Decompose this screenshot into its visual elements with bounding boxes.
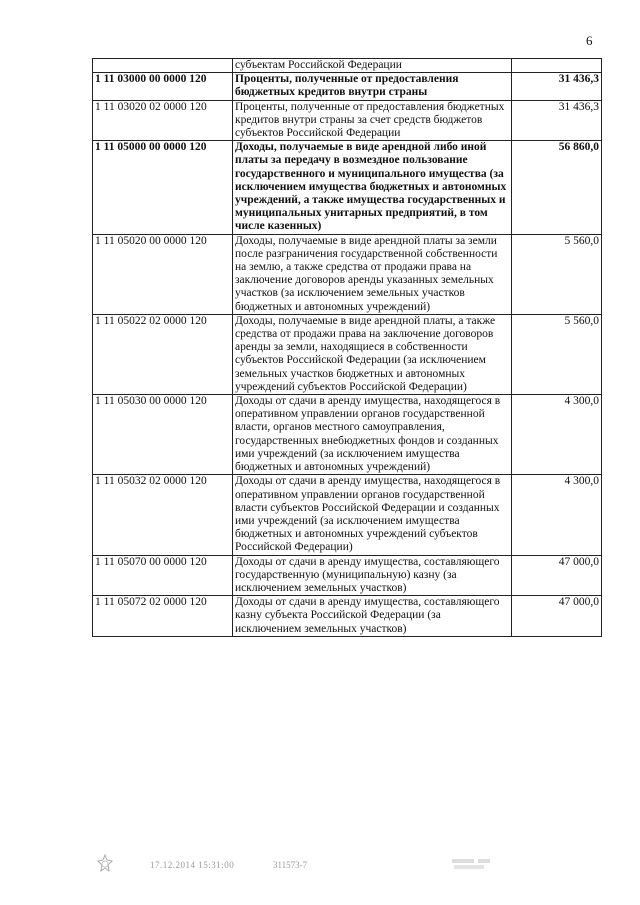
- row-name: Доходы от сдачи в аренду имущества, находящегося в оперативном управлении органов государственной власти, органов местного самоуправления, государственных внебюджетных фондов и созданных ими учреждений (за исключением имущества бюджетных и автономных учреждений): [233, 395, 512, 475]
- row-code: 1 11 05032 02 0000 120: [93, 475, 233, 555]
- table-row: [93, 475, 602, 555]
- row-code: [93, 59, 233, 73]
- footer-timestamp: 17.12.2014 15:31:00: [150, 860, 235, 870]
- row-amount: 4 300,0: [512, 475, 602, 555]
- row-code: 1 11 03020 02 0000 120: [93, 100, 233, 141]
- row-name: Доходы от сдачи в аренду имущества, находящегося в оперативном управлении органов государственной власти субъектов Российской Федерации и созданных ими учреждений (за исключением имущества бюджетных и автономных учреждений субъектов Российской Федерации): [233, 475, 512, 555]
- row-name: Доходы, получаемые в виде арендной либо иной платы за передачу в возмездное пользование государственного и муниципального имущества (за исключением имущества бюджетных и автономных учреждений, а также имущества государственных и муниципальных унитарных предприятий, в том числе казенных): [233, 141, 512, 234]
- row-amount: [512, 59, 602, 73]
- row-amount: 31 436,3: [512, 73, 602, 100]
- row-amount: 56 860,0: [512, 141, 602, 234]
- row-name: субъектам Российской Федерации: [233, 59, 512, 73]
- table-row: [93, 141, 602, 234]
- table-row: [93, 314, 602, 394]
- row-amount: 4 300,0: [512, 395, 602, 475]
- row-name: Доходы, получаемые в виде арендной платы за земли после разграничения государственной собственности на землю, а также средства от продажи права на заключение договоров аренды указанных земельных участков (за исключением земельных участков бюджетных и автономных учреждений): [233, 234, 512, 314]
- table-row: [93, 596, 602, 637]
- row-code: 1 11 03000 00 0000 120: [93, 73, 233, 100]
- row-code: 1 11 05070 00 0000 120: [93, 555, 233, 596]
- table-row: [93, 395, 602, 475]
- table-row: [93, 555, 602, 596]
- row-code: 1 11 05020 00 0000 120: [93, 234, 233, 314]
- row-code: 1 11 05030 00 0000 120: [93, 395, 233, 475]
- row-code: 1 11 05072 02 0000 120: [93, 596, 233, 637]
- table-row: [93, 100, 602, 141]
- seal-icon: [95, 854, 115, 874]
- row-code: 1 11 05000 00 0000 120: [93, 141, 233, 234]
- row-amount: 47 000,0: [512, 596, 602, 637]
- table-row: [93, 73, 602, 100]
- row-amount: 5 560,0: [512, 234, 602, 314]
- row-code: 1 11 05022 02 0000 120: [93, 314, 233, 394]
- table-row: [93, 234, 602, 314]
- table-row: [93, 59, 602, 73]
- revenue-table: [92, 58, 602, 637]
- footer-doc-id: 311573-7: [273, 860, 308, 870]
- stamp-mark: [450, 856, 520, 872]
- row-name: Доходы, получаемые в виде арендной платы, а также средства от продажи права на заключение договоров аренды за земли, находящиеся в собственности субъектов Российской Федерации (за исключением земельных участков бюджетных и автономных учреждений субъектов Российской Федерации): [233, 314, 512, 394]
- row-name: Доходы от сдачи в аренду имущества, составляющего государственную (муниципальную) казну (за исключением земельных участков): [233, 555, 512, 596]
- row-name: Доходы от сдачи в аренду имущества, составляющего казну субъекта Российской Федерации (за исключением земельных участков): [233, 596, 512, 637]
- row-amount: 47 000,0: [512, 555, 602, 596]
- row-amount: 31 436,3: [512, 100, 602, 141]
- page-number: 6: [586, 33, 593, 48]
- row-amount: 5 560,0: [512, 314, 602, 394]
- row-name: Проценты, полученные от предоставления бюджетных кредитов внутри страны за счет средств бюджетов субъектов Российской Федерации: [233, 100, 512, 141]
- row-name: Проценты, полученные от предоставления бюджетных кредитов внутри страны: [233, 73, 512, 100]
- document-footer: [95, 856, 605, 876]
